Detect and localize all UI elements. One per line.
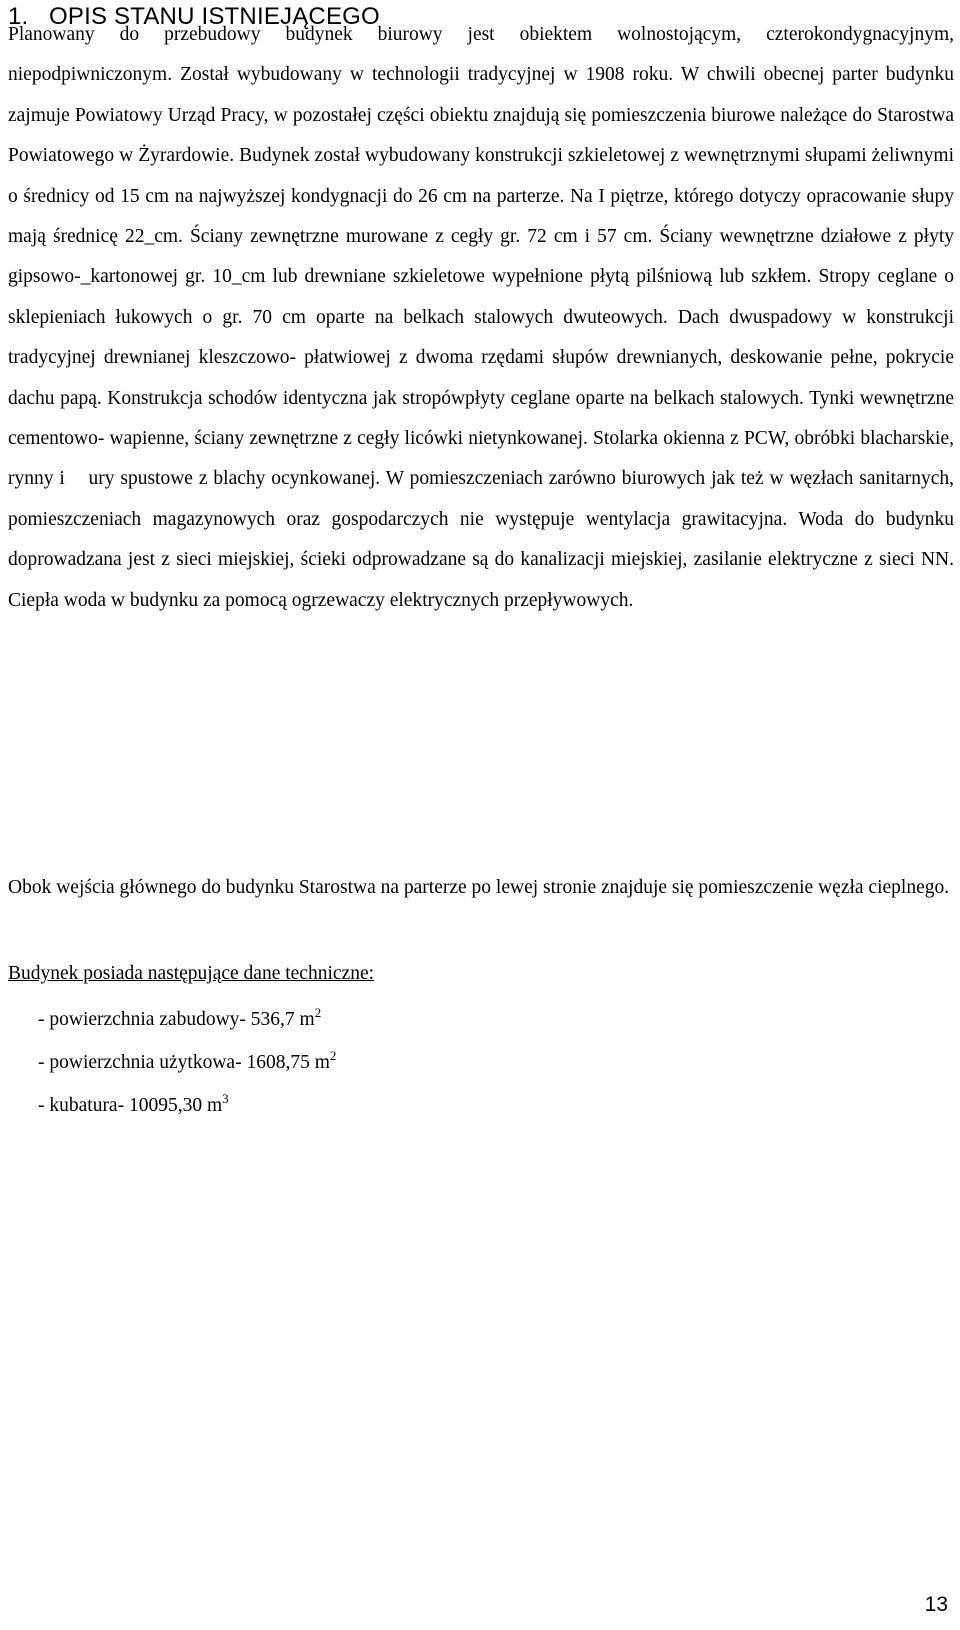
unit-exponent: 2 — [314, 1005, 322, 1020]
technical-data-list — [38, 998, 336, 1127]
page-number: 13 — [924, 1593, 948, 1616]
technical-data-heading: Budynek posiada następujące dane techniczne: — [8, 963, 375, 984]
list-item-built-area — [38, 998, 336, 1041]
heat-node-paragraph: Obok wejścia głównego do budynku Starostwa na parterze po lewej stronie znajduje się pomieszczenie węzła cieplnego. — [8, 877, 950, 898]
section-number: 1. — [8, 3, 29, 30]
unit-exponent: 3 — [222, 1091, 229, 1106]
list-item-usable-area — [38, 1041, 336, 1084]
list-item-volume — [38, 1084, 336, 1127]
list-item-text: - powierzchnia użytkowa- 1608,75 m — [38, 1052, 330, 1073]
description-paragraph: Planowany do przebudowy budynek biurowy jest obiektem wolnostojącym, czterokondygnacyjnym, niepodpiwniczonym. Został wybudowany w technologii tradycyjnej w 1908 roku. W chwili obecnej parter budynku zajmuje Powiatowy Urząd Pracy, w pozostałej części obiektu znajdują się pomieszczenia biurowe należące do Starostwa Powiatowego w Żyrardowie. Budynek został wybudowany konstrukcji szkieletowej z wewnętrznymi słupami żeliwnymi o średnicy od 15 cm na najwyższej kondygnacji do 26 cm na parterze. Na I piętrze, którego dotyczy opracowanie słupy mają średnicę 22_cm. Ściany zewnętrzne murowane z cegły gr. 72 cm i 57 cm. Ściany wewnętrzne działowe z płyty gipsowo-_kartonowej gr. 10_cm lub drewniane szkieletowe wypełnione płytą pilśniową lub szkłem. Stropy ceglane o sklepieniach łukowych o gr. 70 cm oparte na belkach stalowych dwuteowych. Dach dwuspadowy w konstrukcji tradycyjnej drewnianej kleszczowo- płatwiowej z dwoma rzędami słupów drewnianych, deskowanie pełne, pokrycie dachu papą. Konstrukcja schodów identyczna jak stropówpłyty ceglane oparte na belkach stalowych. Tynki wewnętrzne cementowo- wapienne, ściany zewnętrzne z cegły licówki nietynkowanej. Stolarka okienna z PCW, obróbki blacharskie, rynny i ury spustowe z blachy ocynkowanej. W pomieszczeniach zarówno biurowych jak też w węzłach sanitarnych, pomieszczeniach magazynowych oraz gospodarczych nie występuje wentylacja grawitacyjna. Woda do budynku doprowadzana jest z sieci miejskiej, ścieki odprowadzane są do kanalizacji miejskiej, zasilanie elektryczne z sieci NN. Ciepła woda w budynku za pomocą ogrzewaczy elektrycznych przepływowych. — [8, 24, 954, 611]
list-item-text: - powierzchnia zabudowy- 536,7 m — [38, 1009, 315, 1030]
list-item-text: - kubatura- 10095,30 m — [38, 1095, 223, 1116]
section-title: OPIS STANU ISTNIEJĄCEGO — [49, 3, 380, 30]
unit-exponent: 2 — [329, 1048, 337, 1063]
